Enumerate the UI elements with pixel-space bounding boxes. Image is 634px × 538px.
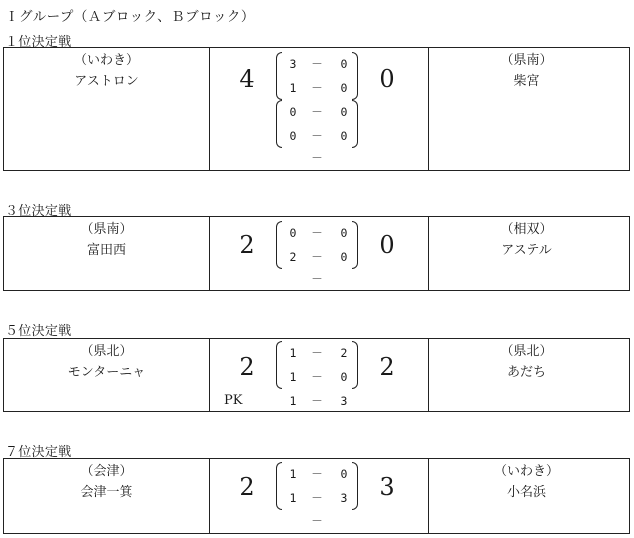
period-1-left: 1 xyxy=(289,346,297,360)
pk-left: 1 xyxy=(289,394,297,408)
period-1-left: 1 xyxy=(289,467,297,481)
dash: － xyxy=(311,370,323,384)
match-3rd-place xyxy=(3,216,630,291)
section-label-3rd: ３位決定戦 xyxy=(5,204,72,219)
regulation-bracket xyxy=(274,462,360,510)
et-1-left: 0 xyxy=(289,105,297,119)
team-right xyxy=(424,48,629,93)
score-left: 2 xyxy=(239,353,255,381)
pk-score xyxy=(274,391,360,411)
pk-empty-dash: － xyxy=(311,151,323,165)
dash: － xyxy=(311,57,323,71)
team-right-name: あだち xyxy=(506,365,546,380)
team-right xyxy=(424,459,629,504)
period-2-right: 3 xyxy=(340,491,348,505)
score-left: 4 xyxy=(239,65,255,93)
pk-empty-dash: － xyxy=(311,272,323,286)
team-right xyxy=(424,217,629,262)
period-2-left: 1 xyxy=(289,491,297,505)
regulation-bracket xyxy=(274,341,360,389)
score-left: 2 xyxy=(239,231,255,259)
dash: － xyxy=(311,81,323,95)
dash: － xyxy=(311,105,323,119)
section-label-5th: ５位決定戦 xyxy=(5,324,72,339)
extra-time-bracket xyxy=(274,100,360,148)
team-left-region: （いわき） xyxy=(73,53,139,68)
team-left-name: 会津一箕 xyxy=(80,485,133,500)
score-right: 0 xyxy=(379,65,395,93)
match-1st-place xyxy=(3,47,630,171)
regulation-bracket xyxy=(274,221,360,269)
pk-label: PK xyxy=(224,393,243,408)
period-1-right: 0 xyxy=(340,57,348,71)
dash: － xyxy=(311,129,323,143)
regulation-bracket xyxy=(274,52,360,100)
period-2-right: 0 xyxy=(340,250,348,264)
section-label-7th: ７位決定戦 xyxy=(5,445,72,460)
period-2-right: 0 xyxy=(340,370,348,384)
team-left-region: （県北） xyxy=(80,344,133,359)
et-2-left: 0 xyxy=(289,129,297,143)
dash: － xyxy=(311,250,323,264)
period-1-right: 0 xyxy=(340,467,348,481)
period-2-right: 0 xyxy=(340,81,348,95)
team-left-name: アストロン xyxy=(74,74,139,89)
team-left-region: （県南） xyxy=(80,222,133,237)
score-right: 3 xyxy=(379,473,395,501)
team-left xyxy=(4,48,209,93)
period-2-left: 2 xyxy=(289,250,297,264)
team-right xyxy=(424,339,629,384)
team-left-region: （会津） xyxy=(80,464,133,479)
group-title: Ｉグループ（Ａブロック、Ｂブロック） xyxy=(5,9,255,25)
team-right-region: （相双） xyxy=(500,222,553,237)
period-1-right: 2 xyxy=(340,346,348,360)
dash: － xyxy=(311,346,323,360)
team-right-region: （県北） xyxy=(500,344,553,359)
team-right-name: 柴宮 xyxy=(513,74,540,89)
team-right-name: アステル xyxy=(501,243,552,258)
team-left xyxy=(4,217,209,262)
score-left: 2 xyxy=(239,473,255,501)
match-7th-place xyxy=(3,458,630,534)
score-right: 0 xyxy=(379,231,395,259)
dash: － xyxy=(311,394,323,408)
section-label-1st: １位決定戦 xyxy=(5,35,72,50)
team-left xyxy=(4,339,209,384)
period-2-left: 1 xyxy=(289,81,297,95)
period-1-right: 0 xyxy=(340,226,348,240)
team-right-name: 小名浜 xyxy=(506,485,546,500)
pk-empty-dash: － xyxy=(311,514,323,528)
team-right-region: （県南） xyxy=(500,53,553,68)
et-1-right: 0 xyxy=(340,105,348,119)
team-right-region: （いわき） xyxy=(493,464,559,479)
et-2-right: 0 xyxy=(340,129,348,143)
divider-left xyxy=(209,217,210,290)
dash: － xyxy=(311,226,323,240)
divider-left xyxy=(209,339,210,411)
team-left-name: モンターニャ xyxy=(67,365,146,380)
dash: － xyxy=(311,491,323,505)
pk-right: 3 xyxy=(340,394,348,408)
score-right: 2 xyxy=(379,353,395,381)
period-1-left: 0 xyxy=(289,226,297,240)
team-left-name: 富田西 xyxy=(86,243,126,258)
divider-left xyxy=(209,48,210,170)
match-5th-place xyxy=(3,338,630,412)
period-1-left: 3 xyxy=(289,57,297,71)
dash: － xyxy=(311,467,323,481)
team-left xyxy=(4,459,209,504)
divider-left xyxy=(209,459,210,533)
period-2-left: 1 xyxy=(289,370,297,384)
